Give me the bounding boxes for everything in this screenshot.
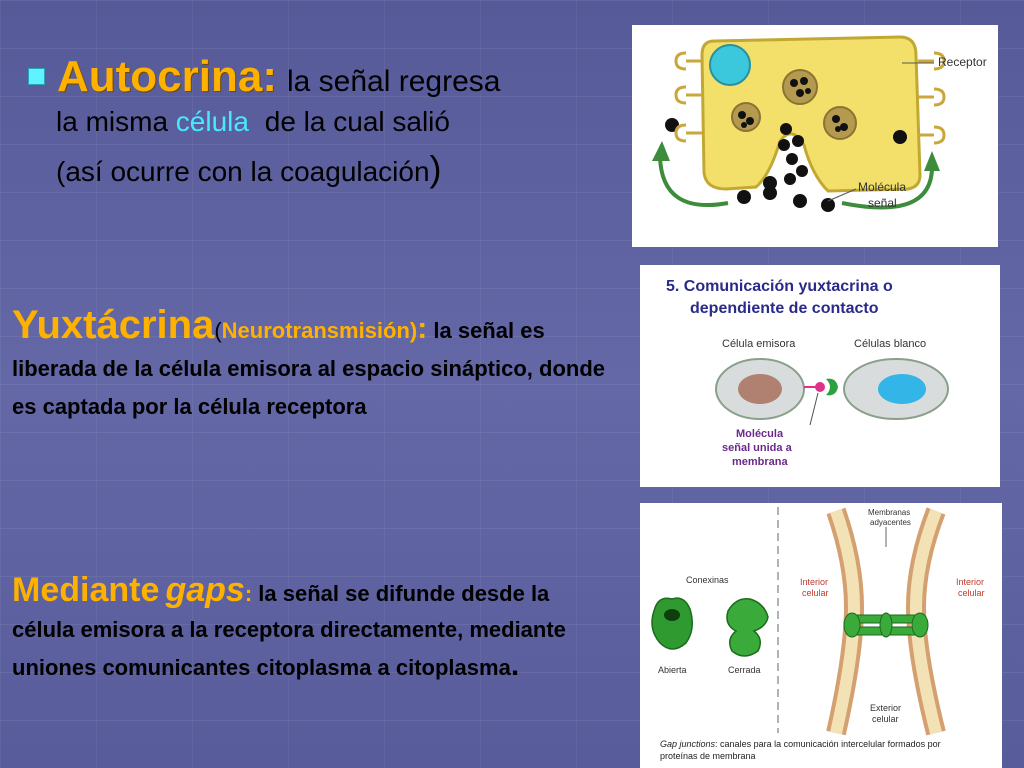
emitter-label: Célula emisora xyxy=(722,338,796,350)
autocrine-line-1 xyxy=(28,52,598,102)
targets-label: Células blanco xyxy=(854,338,927,350)
gap-colon: : xyxy=(244,581,253,606)
membranes-label-b: adyacentes xyxy=(870,518,911,527)
gap-dot: . xyxy=(510,649,520,682)
receptor-shape xyxy=(826,379,838,396)
membranes-label-a: Membranas xyxy=(868,508,911,517)
autocrine-figure xyxy=(632,25,998,247)
gap-body: la señal se difunde desde la célula emisora a la receptora directamente, mediante uniones comunicantes citoplasma a citoplasma xyxy=(12,581,566,680)
gap-channels xyxy=(844,613,928,637)
caption-line-1 xyxy=(660,739,941,749)
arrow-left-head xyxy=(652,141,670,161)
juxtacrine-diagram xyxy=(640,265,1000,487)
interior-left-b: celular xyxy=(802,588,829,598)
autocrine-line-2-a: la misma xyxy=(56,106,169,137)
molecule-label-b: señal xyxy=(868,196,897,210)
target-nucleus xyxy=(878,374,926,404)
exterior-a: Exterior xyxy=(870,703,902,713)
arrow-right-head xyxy=(924,151,940,171)
interior-right-b: celular xyxy=(958,588,985,598)
bound-label-b: señal unida a xyxy=(722,442,792,454)
gap-text xyxy=(12,572,612,686)
caption-italic: Gap junctions xyxy=(660,739,716,749)
juxtacrine-title: Yuxtácrina xyxy=(12,303,215,347)
juxtacrine-colon: : xyxy=(417,312,428,345)
connexon-closed xyxy=(727,599,768,656)
celula-link[interactable]: célula xyxy=(175,106,249,137)
bound-label-c: membrana xyxy=(732,456,788,468)
gap-title-a: Mediante xyxy=(12,571,160,609)
connexon-open xyxy=(652,598,692,649)
square-bullet-icon xyxy=(28,68,45,85)
autocrine-line-3 xyxy=(56,148,598,190)
nucleus xyxy=(710,45,750,85)
juxtacrine-body: la señal es liberada de la célula emisora al espacio sináptico, donde es captada por la célula receptora xyxy=(12,318,605,419)
autocrine-line-3-a: (así ocurre con la coagulación xyxy=(56,156,430,187)
autocrine-text xyxy=(28,52,598,190)
closed-label: Cerrada xyxy=(728,665,761,675)
open-label: Abierta xyxy=(658,665,687,675)
juxtacrine-figure xyxy=(640,265,1000,487)
juxtacrine-neuro: Neurotransmisión) xyxy=(221,318,418,343)
juxta-title-b: dependiente de contacto xyxy=(690,300,879,317)
caption-a: : canales para la comunicación intercelular formados por xyxy=(715,739,941,749)
receptor-label: Receptor xyxy=(938,55,987,69)
receptors-left xyxy=(676,53,702,141)
autocrine-closing-paren: ) xyxy=(429,148,442,189)
autocrine-line-2 xyxy=(56,106,598,138)
interior-right-a: Interior xyxy=(956,577,985,587)
autocrine-line-2-b: de la cual salió xyxy=(264,106,450,137)
autocrine-line-1-text: la señal regresa xyxy=(287,65,501,98)
juxtacrine-paren: ( xyxy=(214,318,222,343)
interior-left-a: Interior xyxy=(800,577,829,587)
juxtacrine-text xyxy=(12,303,612,426)
autocrine-diagram xyxy=(632,25,998,247)
caption-line-2: proteínas de membrana xyxy=(660,751,756,761)
gap-title-b: gaps xyxy=(165,571,245,609)
gap-junction-figure xyxy=(640,503,1002,768)
gap-junction-diagram xyxy=(640,503,1002,768)
autocrine-title: Autocrina: xyxy=(57,52,277,101)
bound-signal xyxy=(815,382,825,392)
molecule-label-a: Molécula xyxy=(858,180,907,194)
juxta-title-a: 5. Comunicación yuxtacrina o xyxy=(666,278,893,295)
connexins-label: Conexinas xyxy=(686,575,729,585)
exterior-b: celular xyxy=(872,714,899,724)
emitter-nucleus xyxy=(738,374,782,404)
bound-label-a: Molécula xyxy=(736,428,784,440)
